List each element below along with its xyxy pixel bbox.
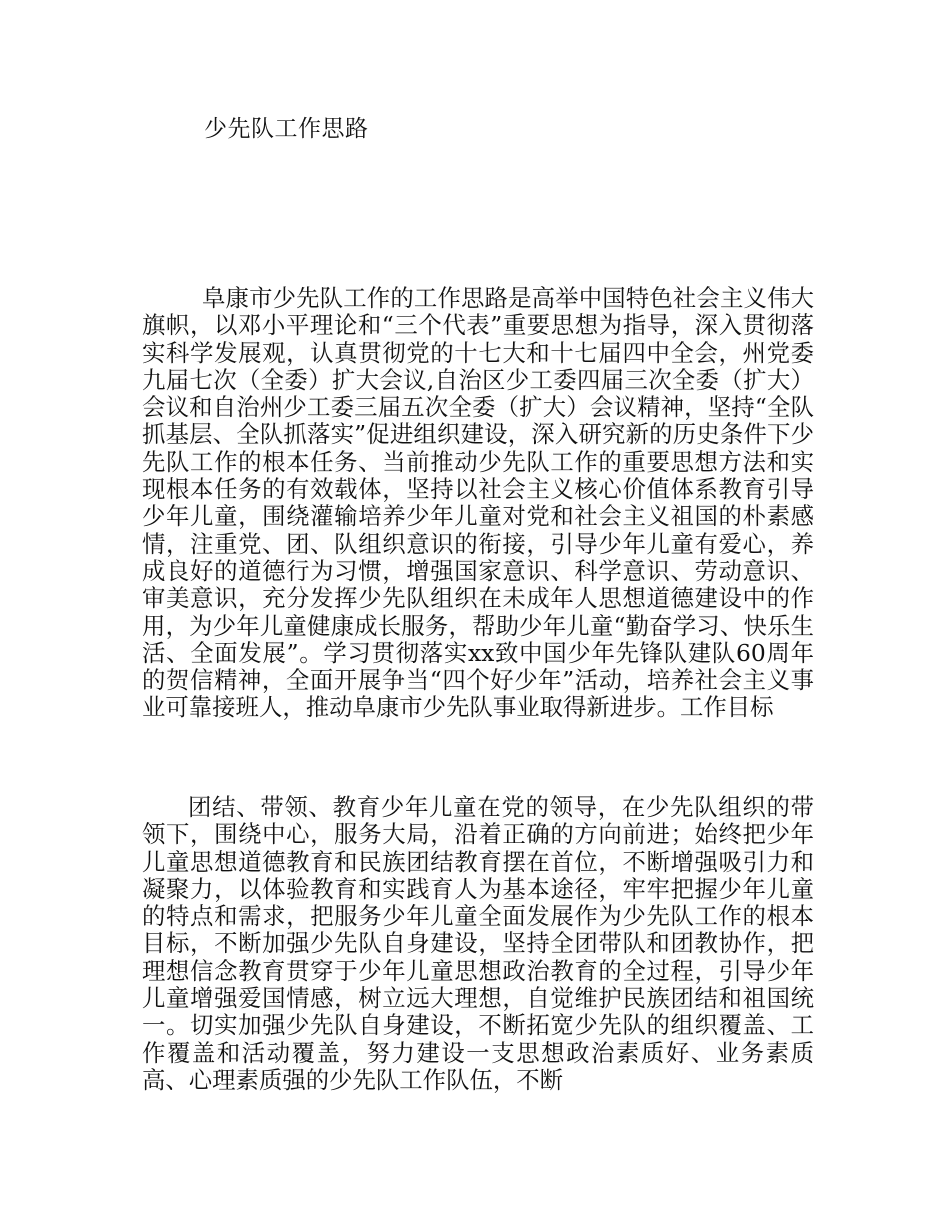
paragraph-work-approach: 阜康市少先队工作的工作思路是高举中国特色社会主义伟大旗帜，以邓小平理论和“三个代表”重要思想为指导，深入贯彻落实科学发展观，认真贯彻党的十七大和十七届四中全会，州党委九届七次（全委）扩大会议,自治区少工委四届三次全委（扩大）会议和自治州少工委三届五次全委（扩大）会议精神，坚持“全队抓基层、全队抓落实”促进组织建设，深入研究新的历史条件下少先队工作的根本任务、当前推动少先队工作的重要思想方法和实现根本任务的有效载体，坚持以社会主义核心价值体系教育引导少年儿童，围绕灌输培养少年儿童对党和社会主义祖国的朴素感情，注重党、团、队组织意识的衔接，引导少年儿童有爱心，养成良好的道德行为习惯，增强国家意识、科学意识、劳动意识、审美意识，充分发挥少先队组织在未成年人思想道德建设中的作用，为少年儿童健康成长服务，帮助少年儿童“勤奋学习、快乐生活、全面发展”。学习贯彻落实xx致中国少年先锋队建队60周年的贺信精神，全面开展争当“四个好少年”活动，培养社会主义事业可靠接班人，推动阜康市少先队事业取得新进步。工作目标 [142, 284, 814, 722]
paragraph-work-goals: 团结、带领、教育少年儿童在党的领导，在少先队组织的带领下，围绕中心，服务大局，沿着正确的方向前进；始终把少年儿童思想道德教育和民族团结教育摆在首位，不断增强吸引力和凝聚力，以体验教育和实践育人为基本途径，牢牢把握少年儿童的特点和需求，把服务少年儿童全面发展作为少先队工作的根本目标，不断加强少先队自身建设，坚持全团带队和团教协作，把理想信念教育贯穿于少年儿童思想政治教育的全过程，引导少年儿童增强爱国情感，树立远大理想，自觉维护民族团结和祖国统一。切实加强少先队自身建设，不断拓宽少先队的组织覆盖、工作覆盖和活动覆盖，努力建设一支思想政治素质好、业务素质高、心理素质强的少先队工作队伍，不断 [142, 793, 814, 1094]
document-title: 少先队工作思路 [204, 116, 369, 142]
